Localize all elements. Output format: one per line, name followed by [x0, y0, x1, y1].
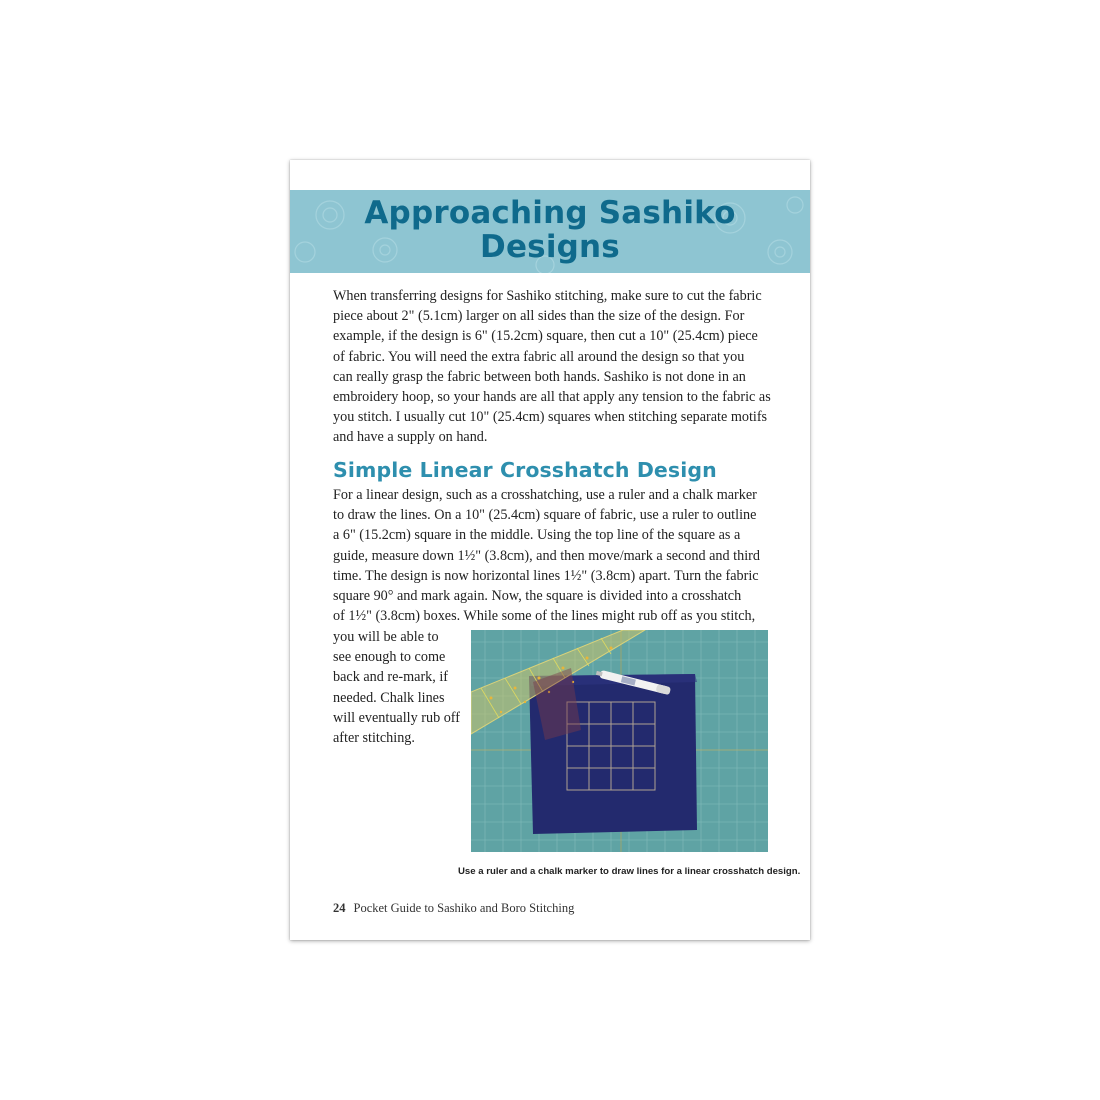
intro-line: you stitch. I usually cut 10" (25.4cm) squares when stitching separate motifs: [333, 409, 768, 426]
intro-line: piece about 2" (5.1cm) larger on all sides than the size of the design. For: [333, 308, 745, 325]
book-title: Pocket Guide to Sashiko and Boro Stitching: [353, 901, 575, 915]
page-number: 24: [333, 901, 346, 915]
page-title-line-1: Approaching Sashiko: [364, 195, 736, 231]
side-line: will eventually rub off: [333, 709, 461, 726]
side-line: you will be able to: [333, 629, 439, 645]
crosshatch-photo-illustration: [471, 630, 768, 852]
section-paragraph: [333, 485, 773, 626]
intro-line: When transferring designs for Sashiko stitching, make sure to cut the fabric: [333, 288, 762, 304]
section-line: to draw the lines. On a 10" (25.4cm) square of fabric, use a ruler to outline: [333, 507, 757, 524]
side-line: after stitching.: [333, 730, 415, 747]
page-footer: [333, 901, 574, 916]
intro-line: and have a supply on hand.: [333, 429, 488, 446]
section-line: a 6" (15.2cm) square in the middle. Using the top line of the square as a: [333, 527, 741, 544]
title-banner: [290, 190, 810, 273]
page-title: [290, 196, 810, 264]
page-title-line-2: Designs: [480, 229, 620, 265]
photo-caption: Use a ruler and a chalk marker to draw lines for a linear crosshatch design.: [458, 866, 801, 877]
intro-line: can really grasp the fabric between both hands. Sashiko is not done in an: [333, 368, 746, 385]
section-line: For a linear design, such as a crosshatching, use a ruler and a chalk marker: [333, 487, 757, 503]
side-line: needed. Chalk lines: [333, 689, 445, 706]
intro-paragraph: [333, 286, 773, 448]
section-line: of 1½" (3.8cm) boxes. While some of the lines might rub off as you stitch,: [333, 608, 756, 625]
section-line: guide, measure down 1½" (3.8cm), and then move/mark a second and third: [333, 547, 760, 564]
intro-line: of fabric. You will need the extra fabric all around the design so that you: [333, 348, 745, 365]
intro-line: embroidery hoop, so your hands are all that apply any tension to the fabric as: [333, 389, 771, 406]
side-line: see enough to come: [333, 649, 446, 666]
section-line: square 90° and mark again. Now, the square is divided into a crosshatch: [333, 588, 742, 605]
crosshatch-photo: [471, 630, 768, 852]
section-heading: Simple Linear Crosshatch Design: [333, 458, 717, 482]
section-line: time. The design is now horizontal lines 1½" (3.8cm) apart. Turn the fabric: [333, 567, 759, 584]
book-page: [290, 160, 810, 940]
photo-side-paragraph: [333, 627, 473, 748]
side-line: back and re-mark, if: [333, 669, 449, 686]
intro-line: example, if the design is 6" (15.2cm) square, then cut a 10" (25.4cm) piece: [333, 328, 758, 345]
